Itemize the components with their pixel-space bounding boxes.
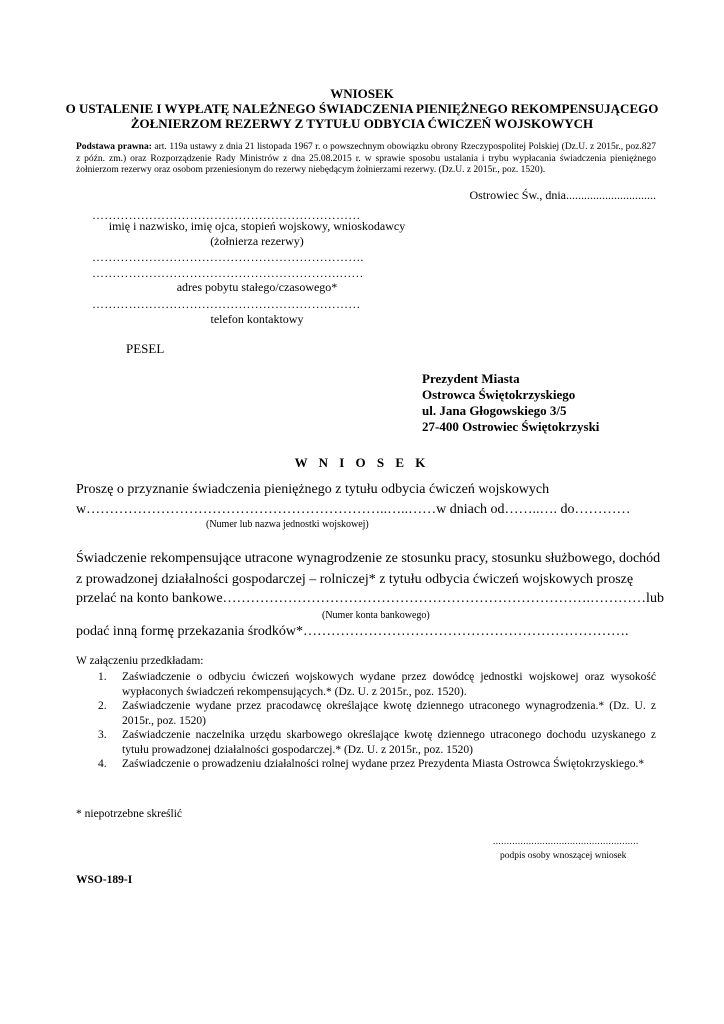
- place-date-field[interactable]: Ostrowiec Św., dnia..............................: [469, 188, 656, 202]
- legal-basis-text: art. 119a ustawy z dnia 21 listopada 1967 r. o powszechnym obowiązku obrony Rzeczypospolitej Polskiej (Dz.U. z 2015r., poz.827 z późn. zm.) oraz Rozporządzenie Rady Ministrów z dna 25.08.2015 r. w sprawie sposobu ustalania i trybu wypłacania świadczenia pieniężnego żołnierzom rezerwy oraz osobom przeniesionym do rezerwy niebędącym żołnierzami rezerwy. (Dz.U. z 2015r., poz. 1520).: [76, 142, 656, 175]
- request-line1: Proszę o przyznanie świadczenia pieniężnego z tytułu odbycia ćwiczeń wojskowych: [76, 482, 550, 497]
- list-item: [76, 670, 656, 699]
- signature-field[interactable]: .....................................................: [493, 836, 639, 846]
- form-title: WNIOSEK: [330, 86, 394, 101]
- bank-account-caption: (Numer konta bankowego): [322, 610, 430, 621]
- section-title: W N I O S E K: [294, 455, 430, 470]
- recipient-line4: 27-400 Ostrowiec Świętokrzyski: [422, 419, 600, 434]
- applicant-phone-caption: telefon kontaktowy: [210, 312, 304, 326]
- list-item: [76, 699, 656, 728]
- signature-caption: podpis osoby wnoszącej wniosek: [500, 851, 627, 861]
- list-item-text: Zaświadczenie o odbyciu ćwiczeń wojskowych wydane przez dowódcę jednostki wojskowej oraz wysokość wypłaconych świadczeń rekompensujących.* (Dz. U. z 2015r., poz. 1520).: [122, 671, 656, 698]
- applicant-name-caption: imię i nazwisko, imię ojca, stopień wojskowy, wnioskodawcy: [108, 219, 406, 233]
- other-payment-field[interactable]: podać inną formę przekazania środków*…………………………………………………………….: [76, 624, 629, 639]
- applicant-name-field[interactable]: …………………………………………………………: [92, 208, 361, 222]
- bank-account-field[interactable]: przelać na konto bankowe…………………………………………………………………….…………lub: [76, 591, 664, 606]
- recipient-line1: Prezydent Miasta: [422, 371, 520, 386]
- form-subtitle-line1: O USTALENIE I WYPŁATĘ NALEŻNEGO ŚWIADCZENIA PIENIĘŻNEGO REKOMPENSUJĄCEGO: [65, 101, 659, 116]
- request-unit-dates-field[interactable]: w………………………………………………………..…..……w dniach od……..…. do…………: [76, 502, 631, 517]
- recipient-line3: ul. Jana Głogowskiego 3/5: [422, 403, 567, 418]
- legal-basis: [76, 142, 656, 177]
- applicant-address-field-2[interactable]: …………………………………………………….……: [92, 266, 364, 280]
- pesel-label: PESEL: [126, 341, 165, 356]
- payment-line1: Świadczenie rekompensujące utracone wynagrodzenie ze stosunku pracy, stosunku służbowego, dochód: [76, 551, 661, 566]
- list-item-text: Zaświadczenie naczelnika urzędu skarbowego określające kwotę dziennego utraconego dochodu uzyskanego z tytułu prowadzonej działalności gospodarczej.* (Dz. U. z 2015r., poz. 1520): [122, 729, 656, 756]
- attachments-list: [76, 670, 656, 772]
- list-item-number: 1.: [98, 671, 107, 683]
- form-subtitle-line2: ŻOŁNIERZOM REZERWY Z TYTUŁU ODBYCIA ĆWICZEŃ WOJSKOWYCH: [130, 116, 594, 131]
- list-item-text: Zaświadczenie wydane przez pracodawcę określające kwotę dziennego utraconego wynagrodzenia.* (Dz. U. z 2015r., poz. 1520): [122, 700, 656, 727]
- applicant-name-caption-sub: (żołnierza rezerwy): [210, 234, 304, 248]
- list-item-text: Zaświadczenie o prowadzeniu działalności rolnej wydane przez Prezydenta Miasta Ostrowca Świętokrzyskiego.*: [122, 758, 645, 770]
- list-item-number: 4.: [98, 758, 107, 770]
- list-item: [76, 757, 656, 772]
- list-item: [76, 728, 656, 757]
- applicant-address-field-1[interactable]: ………………………………………………………….: [92, 250, 364, 264]
- list-item-number: 3.: [98, 729, 107, 741]
- list-item-number: 2.: [98, 700, 107, 712]
- payment-line2: z prowadzonej działalności gospodarczej – rolniczej* z tytułu odbycia ćwiczeń wojskowych proszę: [76, 572, 634, 587]
- applicant-phone-field[interactable]: …………………………………………………………: [92, 297, 361, 311]
- recipient-line2: Ostrowca Świętokrzyskiego: [422, 387, 576, 402]
- form-code: WSO-189-I: [76, 874, 133, 886]
- attachments-intro: W załączeniu przedkładam:: [76, 655, 204, 667]
- footnote: * niepotrzebne skreślić: [76, 808, 183, 820]
- legal-basis-label: Podstawa prawna:: [76, 142, 152, 152]
- unit-caption: (Numer lub nazwa jednostki wojskowej): [206, 519, 369, 530]
- applicant-address-caption: adres pobytu stałego/czasowego*: [176, 280, 338, 294]
